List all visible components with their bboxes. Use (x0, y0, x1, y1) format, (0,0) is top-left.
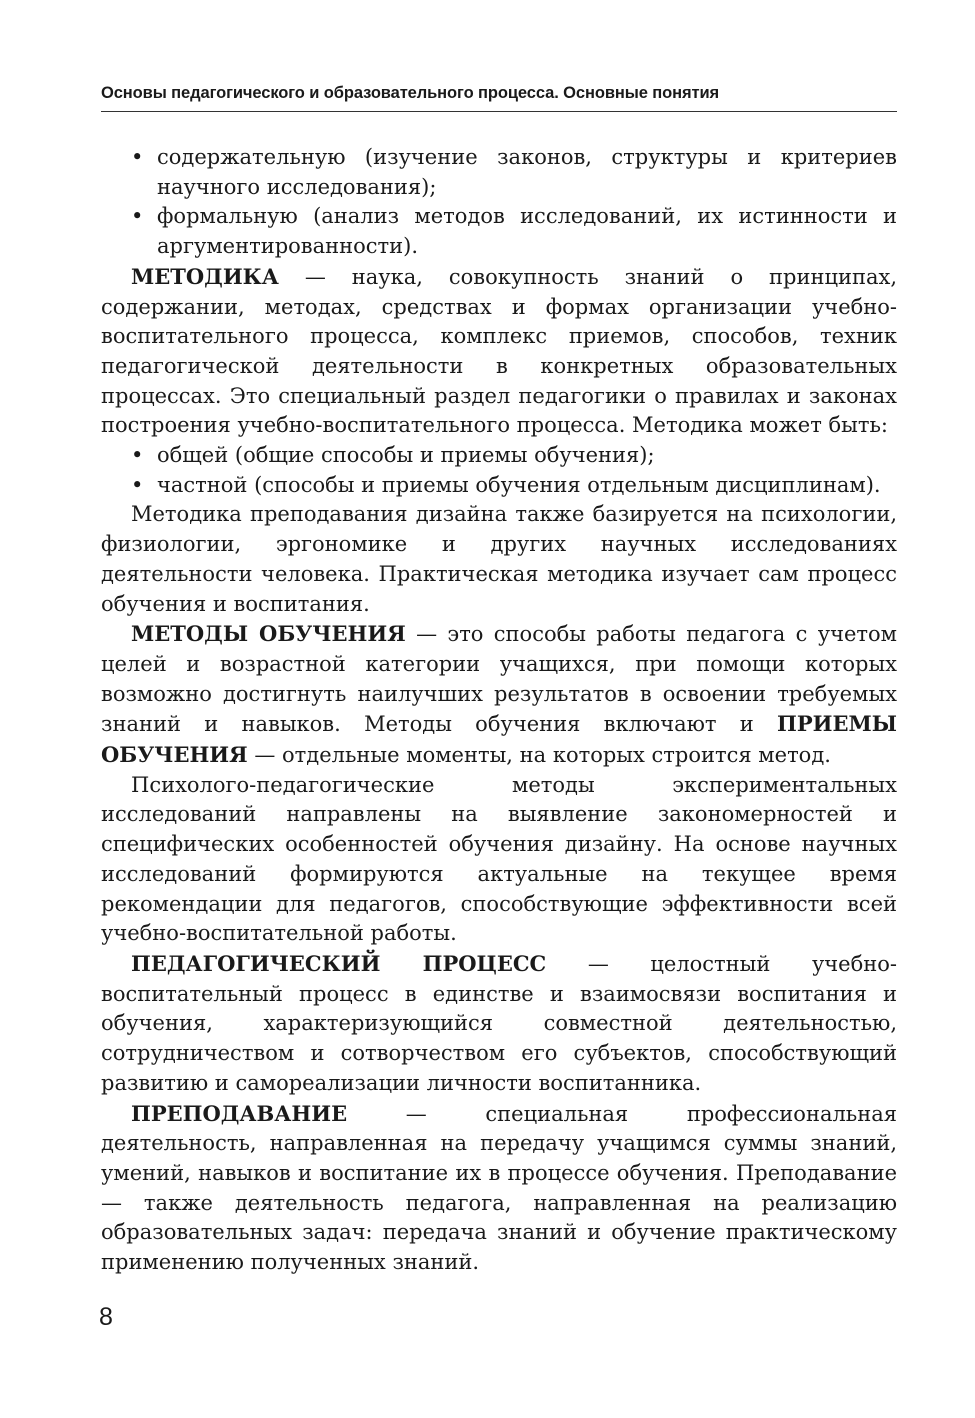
page-body (101, 143, 897, 1278)
paragraph-prepodavanie (101, 1099, 897, 1278)
running-head: Основы педагогического и образовательного процесса. Основные понятия (101, 84, 897, 112)
bullet-list-metodika-types (101, 441, 897, 500)
bullet-list-research (101, 143, 897, 262)
term-prepodavanie: ПРЕПОДАВАНИЕ (131, 1100, 348, 1126)
term-metodika: МЕТОДИКА (131, 263, 279, 289)
term-ped-process: ПЕДАГОГИЧЕСКИЙ ПРОЦЕСС (131, 950, 547, 976)
definition-prepodavanie: — специальная профессиональная деятельность, направленная на передачу учащимся суммы знаний, умений, навыков и воспитание их в процессе обучения. Преподавание — также деятельность педагога, направленная на реализацию образовательных задач: передача знаний и обучение практическому применению полученных знаний. (101, 1101, 897, 1275)
page-number: 8 (99, 1303, 113, 1331)
list-item: • формальную (анализ методов исследований, их истинности и аргументированности). (101, 202, 897, 261)
paragraph-psychology-methods: Психолого-педагогические методы экспериментальных исследований направлены на выявление закономерностей и специфических особенностей обучения дизайну. На основе научных исследований формируются актуальные на текущее время рекомендации для педагогов, способствующие эффективности всей учебно-воспитательной работы. (101, 772, 897, 946)
list-item: • содержательную (изучение законов, структуры и критериев научного исследования); (101, 143, 897, 202)
paragraph-metodika (101, 262, 897, 441)
term-metody-obucheniya: МЕТОДЫ ОБУЧЕНИЯ (131, 621, 406, 647)
paragraph-ped-process (101, 949, 897, 1099)
definition-metody: — это способы работы педагога с учетом целей и возрастной категории учащихся, при помощи которых возможно достигнуть наилучших результатов в освоении требуемых знаний и навыков. Методы обучения включают и (101, 622, 897, 737)
definition-ped-process: — целостный учебно-воспитательный процесс в единстве и взаимосвязи воспитания и обучения, характеризующийся совместной деятельностью, сотрудничеством и сотворчеством его субъектов, способствующий развитию и самореализации личности воспитанника. (101, 951, 897, 1095)
list-item: • общей (общие способы и приемы обучения); (101, 441, 897, 471)
list-item: • частной (способы и приемы обучения отдельным дисциплинам). (101, 471, 897, 501)
definition-priemy: — отдельные моменты, на которых строится метод. (247, 743, 831, 768)
paragraph-design-methodology: Методика преподавания дизайна также базируется на психологии, физиологии, эргономике и других научных исследованиях деятельности человека. Практическая методика изучает сам процесс обучения и воспитания. (101, 502, 897, 616)
term-priemy-obucheniya: ПРИЕМЫ ОБУЧЕНИЯ (101, 711, 897, 768)
definition-metodika: — наука, совокупность знаний о принципах, содержании, методах, средствах и формах организации учебно-воспитательного процесса, комплекс приемов, способов, техник педагогической деятельности в конкретных образовательных процессах. Это специальный раздел педагогики о правилах и законах построения учебно-воспитательного процесса. Методика может быть: (101, 264, 897, 438)
paragraph-metody-obucheniya (101, 619, 897, 771)
